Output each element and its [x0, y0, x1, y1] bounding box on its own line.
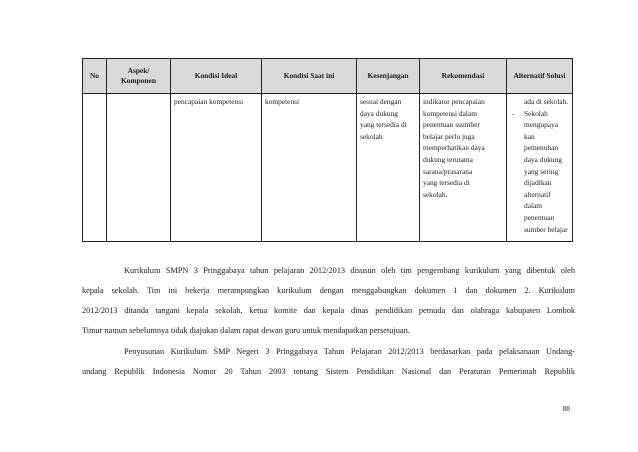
assessment-table — [82, 58, 573, 242]
cell-text: daya dukung — [360, 108, 398, 118]
cell-text: ada di sekolah. — [524, 97, 569, 106]
bullet-dash: - — [512, 108, 515, 118]
page-number: 88 — [562, 404, 570, 413]
cell-text: sumber belajar — [524, 224, 568, 234]
cell-kondisi-ideal — [171, 94, 262, 242]
cell-text: indikator pencapaian — [423, 97, 485, 106]
paragraph-line: kepala sekolah. Tim ini bekerja merampungkan kurikulum dengan menggabungkan dokumen 1 dan dokumen 2. Kurikulum — [82, 286, 575, 295]
header-kondisi-saat-ini: Kondisi Saat ini — [262, 59, 357, 94]
cell-text: sekolah. — [423, 189, 448, 199]
cell-text: alternatif — [524, 189, 551, 199]
cell-text: kompetensi — [265, 97, 300, 106]
cell-text: pencapaian kompetensi — [174, 97, 244, 106]
cell-text: yang tersedia di — [360, 120, 407, 130]
table-header-row — [83, 59, 573, 94]
cell-kesenjangan — [357, 94, 420, 242]
paragraph-penyusunan — [82, 346, 575, 386]
cell-text: sekolah — [360, 131, 383, 141]
cell-kondisi-saat-ini — [262, 94, 357, 242]
cell-alternatif-solusi — [507, 94, 573, 242]
table-row — [83, 94, 573, 242]
cell-text: sesuai dengan — [360, 97, 402, 106]
cell-text: daya dukung — [524, 154, 562, 164]
cell-text: Sekolah — [524, 108, 548, 118]
header-aspek: Aspek/ Komponen — [121, 66, 156, 85]
header-rekomendasi: Rekomendasi — [420, 59, 507, 94]
cell-text: kan — [524, 131, 535, 141]
cell-text: sarana/prasarana — [423, 166, 473, 176]
header-kesenjangan: Kesenjangan — [357, 59, 420, 94]
cell-rekomendasi — [420, 94, 507, 242]
paragraph-line: Kurikulum SMPN 3 Pringgabaya tahun pelajaran 2012/2013 disusun oleh tim pengembang kurikulum yang dibentuk oleh — [124, 266, 575, 275]
cell-text: memperhatikan daya — [423, 143, 485, 153]
cell-text: mengupaya — [524, 120, 559, 130]
cell-text: yang sering — [524, 166, 559, 176]
cell-text: dalam — [524, 201, 543, 211]
cell-text: pemenuhan — [524, 143, 559, 153]
cell-text: yang tersedia di — [423, 178, 470, 188]
paragraph-kurikulum — [82, 265, 575, 345]
paragraph-line: undang Republik Indonesia Nomor 20 Tahun 2003 tentang Sistem Pendidikan Nasional dan Peraturan Pemerintah Republik — [82, 367, 575, 376]
cell-no — [83, 94, 107, 242]
cell-text: penentuan — [524, 212, 555, 222]
cell-text: kompetensi dalam — [423, 108, 477, 118]
header-no: No — [83, 59, 107, 94]
cell-text: dijadikan — [524, 178, 552, 188]
paragraph-line: Penyusunan Kurikulum SMP Negeri 3 Pringgabaya Tahun Pelajaran 2012/2013 berdasarkan pada pelaksanaan Undang- — [124, 347, 575, 356]
cell-text: dukung terutama — [423, 154, 473, 164]
paragraph-line: 2012/2013 ditanda tangani kepala sekolah, ketua komite dan kepala dinas pendidikan pemuda dan olahraga kabupaten Lombok — [82, 306, 575, 315]
cell-aspek — [107, 94, 171, 242]
header-aspek-komponen — [107, 59, 171, 94]
header-alternatif-solusi: Alternatif Solusi — [507, 59, 573, 94]
header-kondisi-ideal: Kondisi Ideal — [171, 59, 262, 94]
cell-text: belajar perlu juga — [423, 131, 475, 141]
cell-text: penentuan ssumber — [423, 120, 480, 130]
paragraph-line: Timur namun sebelumnya tidak diajukan dalam rapat dewan guru untuk mendapatkan persetujuan. — [82, 326, 410, 335]
